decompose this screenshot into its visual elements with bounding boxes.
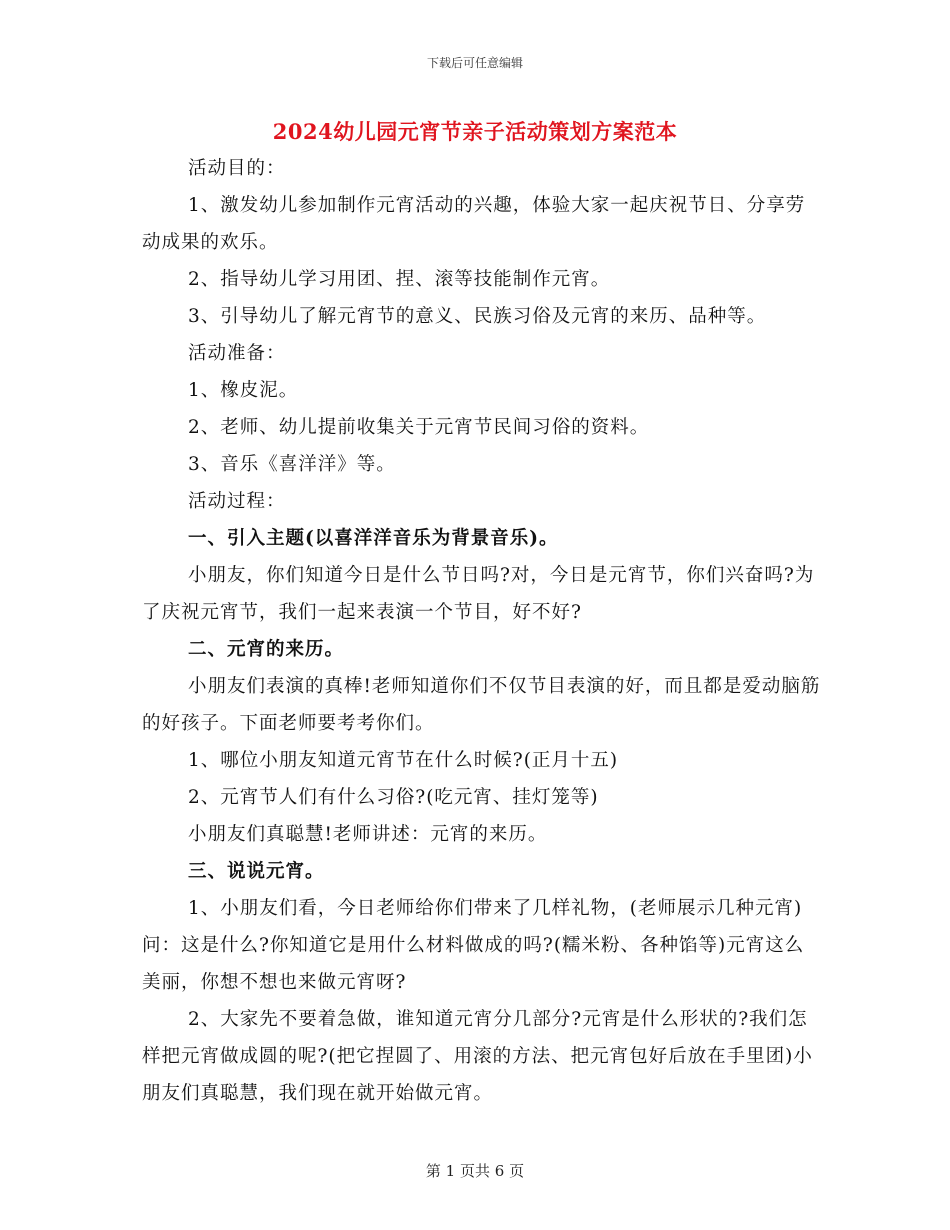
document-title: 2024幼儿园元宵节亲子活动策划方案范本 [272, 119, 678, 144]
body-paragraph: 1、哪位小朋友知道元宵节在什么时候?(正月十五) [188, 750, 619, 771]
body-paragraph: 2、老师、幼儿提前收集关于元宵节民间习俗的资料。 [188, 417, 650, 438]
section-heading: 二、元宵的来历。 [188, 639, 345, 660]
body-paragraph: 2、元宵节人们有什么习俗?(吃元宵、挂灯笼等) [188, 787, 599, 808]
body-paragraph: 活动准备： [188, 343, 286, 364]
body-paragraph: 1、小朋友们看，今日老师给你们带来了几样礼物，(老师展示几种元宵)问：这是什么?你知道它是用什么材料做成的吗?(糯米粉、各种馅等)元宵这么美丽，你想不想也来做元宵呀? [142, 898, 805, 993]
page-number: 第 1 页共 6 页 [425, 1162, 525, 1180]
section-heading: 三、说说元宵。 [188, 861, 325, 882]
body-paragraph: 小朋友们表演的真棒!老师知道你们不仅节目表演的好，而且都是爱动脑筋的好孩子。下面老师要考考你们。 [142, 676, 821, 734]
body-paragraph: 3、音乐《喜洋洋》等。 [188, 454, 396, 475]
body-paragraph: 1、激发幼儿参加制作元宵活动的兴趣，体验大家一起庆祝节日、分享劳动成果的欢乐。 [142, 195, 806, 253]
body-paragraph: 活动过程： [188, 491, 286, 512]
body-paragraph: 小朋友，你们知道今日是什么节日吗?对，今日是元宵节，你们兴奋吗?为了庆祝元宵节，我们一起来表演一个节目，好不好? [142, 565, 815, 623]
document-body [142, 150, 822, 1112]
body-paragraph: 小朋友们真聪慧!老师讲述：元宵的来历。 [188, 824, 548, 845]
header-note: 下载后可任意编辑 [426, 56, 523, 70]
body-paragraph: 活动目的： [188, 158, 286, 179]
section-heading: 一、引入主题(以喜洋洋音乐为背景音乐)。 [188, 528, 559, 549]
body-paragraph: 1、橡皮泥。 [188, 380, 299, 401]
body-paragraph: 2、指导幼儿学习用团、捏、滚等技能制作元宵。 [188, 269, 611, 290]
body-paragraph: 3、引导幼儿了解元宵节的意义、民族习俗及元宵的来历、品种等。 [188, 306, 767, 327]
body-paragraph: 2、大家先不要着急做，谁知道元宵分几部分?元宵是什么形状的?我们怎样把元宵做成圆的呢?(把它捏圆了、用滚的方法、把元宵包好后放在手里团)小朋友们真聪慧，我们现在就开始做元宵。 [142, 1009, 813, 1104]
